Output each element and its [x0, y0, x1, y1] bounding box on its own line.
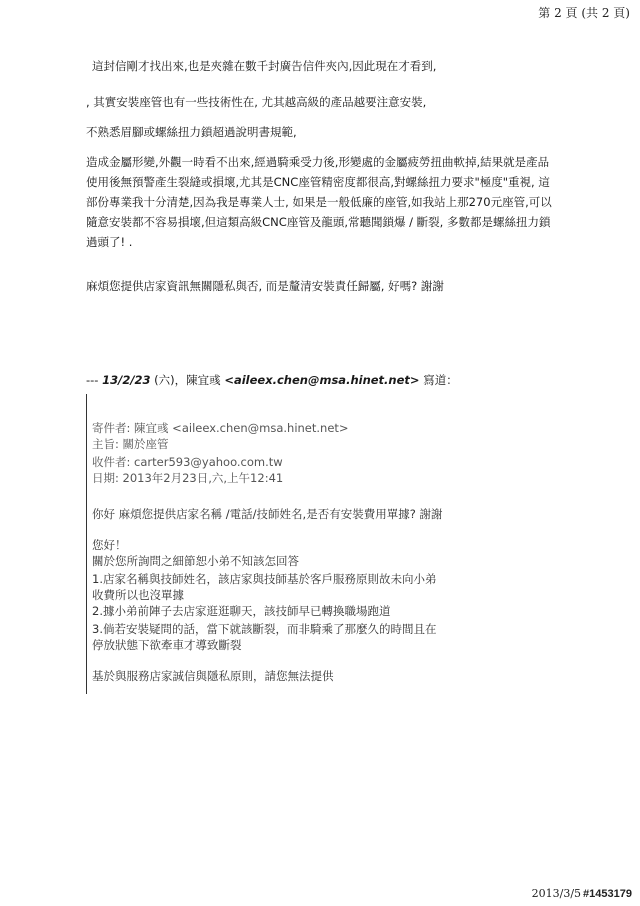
- quoted-message-header: [86, 372, 458, 388]
- quoted-item-2: 2.據小弟前陣子去店家逛逛聊天，該技師早已轉換職場跑道: [92, 604, 391, 618]
- post-id: #1453179: [583, 888, 632, 900]
- reply-paragraph-1: 這封信剛才找出來,也是夾雜在數千封廣告信件夾內,因此現在才看到,: [92, 59, 437, 73]
- reply-paragraph-3: 不熟悉眉腳或螺絲扭力鎖超過說明書規範,: [86, 125, 297, 139]
- quoted-intro: 關於您所詢問之細節恕小弟不知該怎回答: [92, 554, 299, 568]
- quoted-date-field: 日期: 2013年2月23日,六,上午12:41: [92, 471, 284, 485]
- quoted-message-block: [86, 394, 557, 694]
- reply-paragraph-5: 麻煩您提供店家資訊無關隱私與否, 而是釐清安裝責任歸屬, 好嗎? 謝謝: [86, 279, 444, 293]
- quoted-question: 你好 麻煩您提供店家名稱 /電話/技師姓名,是否有安裝費用單據? 謝謝: [92, 507, 443, 521]
- reply-paragraph-2: , 其實安裝座管也有一些技術性在, 尤其越高級的產品越要注意安裝,: [86, 95, 427, 109]
- quoted-item-1-line-2: 收費所以也沒單據: [92, 588, 184, 602]
- quoted-item-1-line-1: 1.店家名稱與技師姓名，該店家與技師基於客戶服務原則故未向小弟: [92, 572, 437, 586]
- page-indicator: 第 2 頁 (共 2 頁): [538, 6, 630, 20]
- quoted-closing: 基於與服務店家誠信與隱私原則，請您無法提供: [92, 669, 334, 683]
- quote-date: 13/2/23: [102, 373, 151, 387]
- quoted-item-3-line-2: 停放狀態下欲牽車才導致斷裂: [92, 638, 242, 652]
- quoted-greeting: 您好！: [92, 538, 127, 552]
- quote-suffix: 寫道：: [419, 373, 458, 387]
- footer-stamp: [532, 887, 632, 900]
- quoted-to-field: 收件者: carter593@yahoo.com.tw: [92, 455, 283, 469]
- quote-weekday-sender: (六)，陳宜彧: [150, 373, 225, 387]
- quoted-from-field: 寄件者: 陳宜彧 <aileex.chen@msa.hinet.net>: [92, 421, 349, 435]
- quoted-item-3-line-1: 3.倘若安裝疑問的話，當下就該斷裂，而非騎乘了那麼久的時間且在: [92, 622, 437, 636]
- footer-date: 2013/3/5: [531, 887, 582, 900]
- reply-paragraph-4: 造成金屬形變,外觀一時看不出來,經過騎乘受力後,形變處的金屬疲勞扭曲軟掉,結果就是產品使用後無預警產生裂縫或損壞,尤其是CNC座管精密度都很高,對螺絲扭力要求"極度"重視, 這部份專業我十分清楚,因為我是專業人士, 如果是一般低廉的座管,如我站上那270元座管,可以隨意安裝都不容易損壞,但這類高級CNC座管及龍頭,常聽聞鎖爆 / 斷裂, 多數都是螺絲扭力鎖過頭了! .: [86, 155, 552, 249]
- quote-sender-email[interactable]: <aileex.chen@msa.hinet.net>: [224, 373, 420, 387]
- quote-prefix: ---: [86, 373, 103, 387]
- quoted-subject-field: 主旨: 關於座管: [92, 437, 169, 451]
